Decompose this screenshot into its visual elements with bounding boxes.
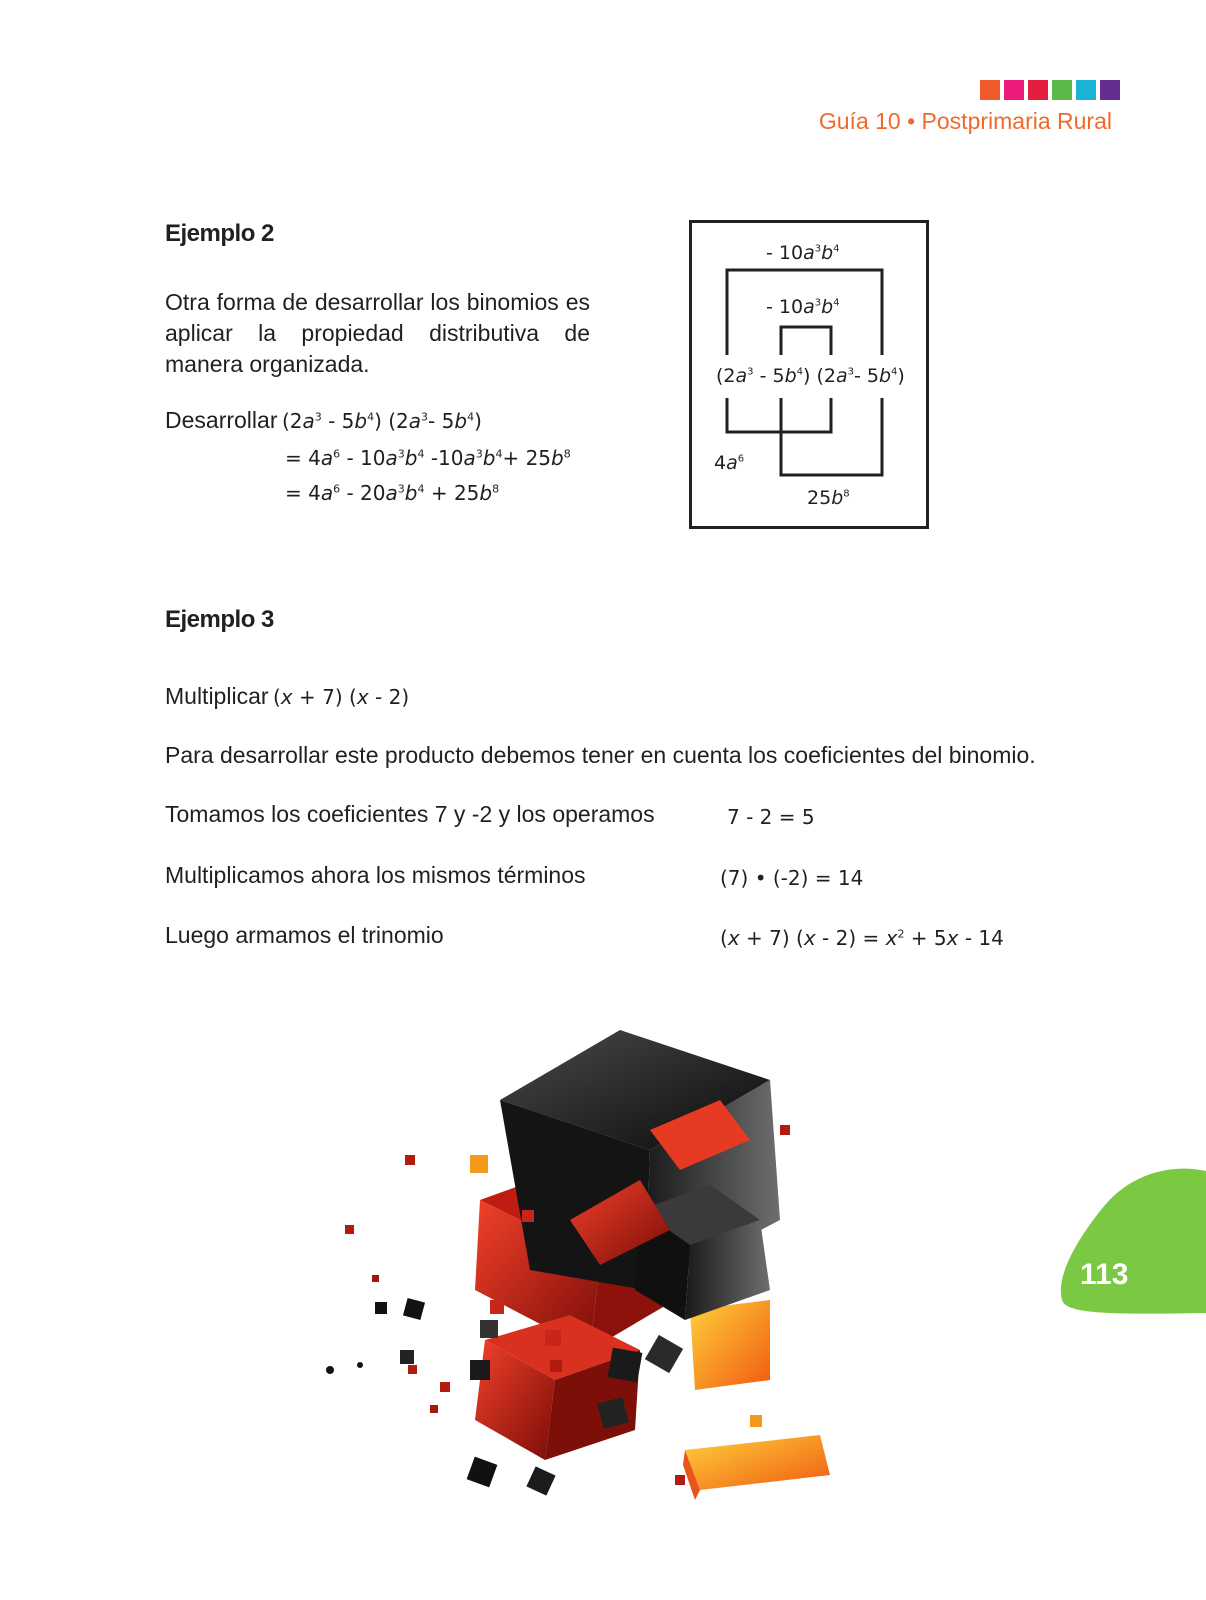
example2-step1: = $4a^6 - 10a^3b^4$ $-10a^3b^4+ 25b^8$ bbox=[285, 446, 571, 470]
diagram-label-bottom: $25b^8$ bbox=[807, 487, 850, 509]
multiply-word: Multiplicar bbox=[165, 683, 269, 709]
diagram-label-top-inner: - $10a^3b^4$ bbox=[766, 296, 840, 318]
step-math: (7) • (-2) = 14 bbox=[720, 866, 864, 890]
color-swatch bbox=[1028, 80, 1048, 100]
multiply-expression: (x + 7) (x - 2) bbox=[272, 685, 410, 709]
example2-step2: = $4a^6 - 20a^3b^4 + 25b^8$ bbox=[285, 481, 500, 505]
binomial-product: $(2a^3 - 5b^4)$ ($2a^3-$ $5b^4$) bbox=[281, 409, 482, 433]
step-math: 7 - 2 = 5 bbox=[727, 805, 815, 829]
color-swatch bbox=[1052, 80, 1072, 100]
step-text: Tomamos los coeficientes 7 y -2 y los operamos bbox=[165, 801, 655, 827]
step-math-trinomial: (x + 7) $(x - 2) = x^2 + 5x - 14$ bbox=[720, 926, 1004, 950]
color-swatch bbox=[1004, 80, 1024, 100]
page-number: 113 bbox=[1080, 1258, 1129, 1291]
example2-expression-line bbox=[165, 405, 482, 436]
color-swatch bbox=[980, 80, 1000, 100]
color-swatch bbox=[1076, 80, 1096, 100]
example3-heading: Ejemplo 3 bbox=[165, 606, 274, 633]
step-text: Luego armamos el trinomio bbox=[165, 922, 444, 948]
diagram-label-center: $(2a^3 - 5b^4)$ ($2a^3-$ $5b^4$) bbox=[716, 365, 905, 387]
color-swatch bbox=[1100, 80, 1120, 100]
falling-cubes-illustration bbox=[300, 1020, 840, 1510]
guide-title: Guía 10 • Postprimaria Rural bbox=[818, 108, 1112, 134]
diagram-label-top-outer: - $10a^3b^4$ bbox=[766, 242, 840, 264]
example3-explanation: Para desarrollar este producto debemos tener en cuenta los coeficientes del binomio. bbox=[165, 742, 1036, 768]
header-color-strip bbox=[980, 80, 1120, 100]
step-text: Multiplicamos ahora los mismos términos bbox=[165, 862, 586, 888]
diagram-label-left: $4a^6$ bbox=[714, 452, 745, 474]
example2-heading: Ejemplo 2 bbox=[165, 220, 274, 247]
page-number-badge bbox=[1060, 1165, 1206, 1315]
develop-word: Desarrollar bbox=[165, 407, 278, 433]
example2-paragraph: Otra forma de desarrollar los binomios es aplicar la propiedad distributiva de manera organizada. bbox=[165, 289, 590, 377]
example3-multiply-line bbox=[165, 681, 409, 712]
